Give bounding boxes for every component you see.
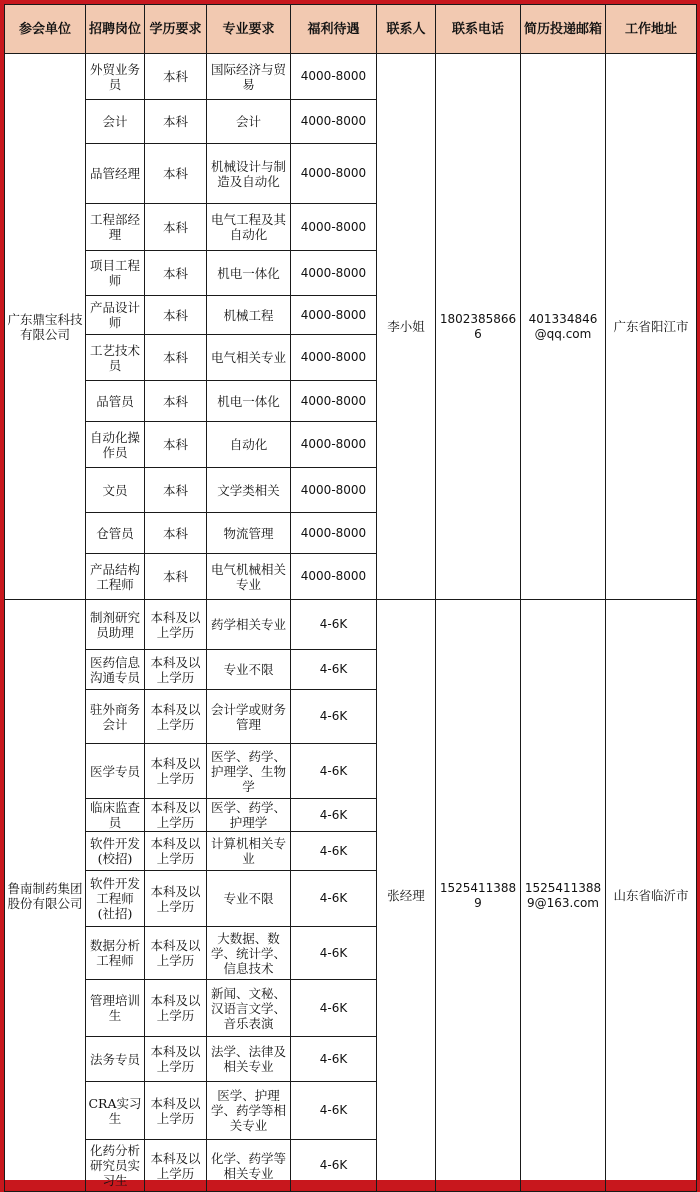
position-cell: 工程部经理 — [86, 204, 145, 251]
education-cell: 本科 — [145, 296, 207, 335]
position-cell: 文员 — [86, 468, 145, 513]
salary-cell: 4000-8000 — [291, 422, 377, 468]
position-cell: 自动化操作员 — [86, 422, 145, 468]
education-cell: 本科及以上学历 — [145, 744, 207, 799]
education-cell: 本科 — [145, 54, 207, 100]
position-cell: 制剂研究员助理 — [86, 600, 145, 650]
salary-cell: 4000-8000 — [291, 144, 377, 204]
header-row — [5, 5, 697, 54]
position-cell: 工艺技术员 — [86, 335, 145, 381]
major-cell: 国际经济与贸易 — [207, 54, 291, 100]
table-row — [5, 54, 697, 100]
position-cell: 会计 — [86, 100, 145, 144]
header-salary: 福利待遇 — [291, 5, 377, 54]
education-cell: 本科及以上学历 — [145, 600, 207, 650]
salary-cell: 4-6K — [291, 1140, 377, 1192]
position-cell: CRA实习生 — [86, 1082, 145, 1140]
salary-cell: 4000-8000 — [291, 100, 377, 144]
header-company: 参会单位 — [5, 5, 86, 54]
salary-cell: 4-6K — [291, 744, 377, 799]
major-cell: 医学、护理学、药学等相关专业 — [207, 1082, 291, 1140]
salary-cell: 4000-8000 — [291, 54, 377, 100]
major-cell: 文学类相关 — [207, 468, 291, 513]
salary-cell: 4-6K — [291, 832, 377, 871]
salary-cell: 4-6K — [291, 871, 377, 927]
header-email: 简历投递邮箱 — [521, 5, 606, 54]
salary-cell: 4000-8000 — [291, 251, 377, 296]
contact-cell: 李小姐 — [377, 54, 436, 600]
education-cell: 本科及以上学历 — [145, 980, 207, 1037]
education-cell: 本科及以上学历 — [145, 927, 207, 980]
position-cell: 品管经理 — [86, 144, 145, 204]
salary-cell: 4-6K — [291, 799, 377, 832]
salary-cell: 4000-8000 — [291, 554, 377, 600]
education-cell: 本科及以上学历 — [145, 871, 207, 927]
salary-cell: 4-6K — [291, 600, 377, 650]
header-address: 工作地址 — [606, 5, 697, 54]
education-cell: 本科及以上学历 — [145, 1140, 207, 1192]
table-header — [5, 5, 697, 54]
major-cell: 计算机相关专业 — [207, 832, 291, 871]
education-cell: 本科 — [145, 204, 207, 251]
major-cell: 机械工程 — [207, 296, 291, 335]
position-cell: 化药分析研究员实习生 — [86, 1140, 145, 1192]
header-major: 专业要求 — [207, 5, 291, 54]
major-cell: 新闻、文秘、汉语言文学、音乐表演 — [207, 980, 291, 1037]
education-cell: 本科及以上学历 — [145, 832, 207, 871]
position-cell: 软件开发工程师(社招) — [86, 871, 145, 927]
major-cell: 大数据、数学、统计学、信息技术 — [207, 927, 291, 980]
major-cell: 机电一体化 — [207, 381, 291, 422]
header-contact: 联系人 — [377, 5, 436, 54]
major-cell: 电气工程及其自动化 — [207, 204, 291, 251]
education-cell: 本科 — [145, 100, 207, 144]
education-cell: 本科及以上学历 — [145, 1037, 207, 1082]
email-cell: 401334846@qq.com — [521, 54, 606, 600]
education-cell: 本科及以上学历 — [145, 650, 207, 690]
header-position: 招聘岗位 — [86, 5, 145, 54]
address-cell: 广东省阳江市 — [606, 54, 697, 600]
position-cell: 项目工程师 — [86, 251, 145, 296]
position-cell: 数据分析工程师 — [86, 927, 145, 980]
position-cell: 临床监查员 — [86, 799, 145, 832]
header-phone: 联系电话 — [436, 5, 521, 54]
salary-cell: 4000-8000 — [291, 513, 377, 554]
major-cell: 会计学或财务管理 — [207, 690, 291, 744]
major-cell: 机电一体化 — [207, 251, 291, 296]
major-cell: 物流管理 — [207, 513, 291, 554]
phone-cell: 15254113889 — [436, 600, 521, 1192]
major-cell: 法学、法律及相关专业 — [207, 1037, 291, 1082]
major-cell: 专业不限 — [207, 871, 291, 927]
position-cell: 医药信息沟通专员 — [86, 650, 145, 690]
education-cell: 本科 — [145, 251, 207, 296]
salary-cell: 4000-8000 — [291, 204, 377, 251]
education-cell: 本科 — [145, 468, 207, 513]
address-cell: 山东省临沂市 — [606, 600, 697, 1192]
position-cell: 品管员 — [86, 381, 145, 422]
job-fair-table — [4, 4, 697, 1192]
company-name: 鲁南制药集团股份有限公司 — [5, 600, 86, 1192]
contact-cell: 张经理 — [377, 600, 436, 1192]
position-cell: 驻外商务会计 — [86, 690, 145, 744]
major-cell: 专业不限 — [207, 650, 291, 690]
table-body — [5, 54, 697, 1192]
salary-cell: 4-6K — [291, 980, 377, 1037]
position-cell: 仓管员 — [86, 513, 145, 554]
position-cell: 产品设计师 — [86, 296, 145, 335]
position-cell: 外贸业务员 — [86, 54, 145, 100]
position-cell: 产品结构工程师 — [86, 554, 145, 600]
major-cell: 医学、药学、护理学、生物学 — [207, 744, 291, 799]
education-cell: 本科及以上学历 — [145, 799, 207, 832]
major-cell: 医学、药学、护理学 — [207, 799, 291, 832]
education-cell: 本科 — [145, 422, 207, 468]
education-cell: 本科 — [145, 554, 207, 600]
education-cell: 本科 — [145, 381, 207, 422]
header-education: 学历要求 — [145, 5, 207, 54]
major-cell: 电气机械相关专业 — [207, 554, 291, 600]
education-cell: 本科及以上学历 — [145, 1082, 207, 1140]
salary-cell: 4-6K — [291, 690, 377, 744]
job-table-frame — [4, 4, 696, 1188]
salary-cell: 4-6K — [291, 1037, 377, 1082]
major-cell: 化学、药学等相关专业 — [207, 1140, 291, 1192]
major-cell: 电气相关专业 — [207, 335, 291, 381]
major-cell: 药学相关专业 — [207, 600, 291, 650]
salary-cell: 4-6K — [291, 1082, 377, 1140]
position-cell: 医学专员 — [86, 744, 145, 799]
salary-cell: 4-6K — [291, 650, 377, 690]
position-cell: 软件开发(校招) — [86, 832, 145, 871]
email-cell: 15254113889@163.com — [521, 600, 606, 1192]
education-cell: 本科 — [145, 335, 207, 381]
table-row — [5, 600, 697, 650]
position-cell: 法务专员 — [86, 1037, 145, 1082]
salary-cell: 4-6K — [291, 927, 377, 980]
salary-cell: 4000-8000 — [291, 335, 377, 381]
salary-cell: 4000-8000 — [291, 296, 377, 335]
salary-cell: 4000-8000 — [291, 468, 377, 513]
major-cell: 会计 — [207, 100, 291, 144]
education-cell: 本科及以上学历 — [145, 690, 207, 744]
salary-cell: 4000-8000 — [291, 381, 377, 422]
phone-cell: 18023858666 — [436, 54, 521, 600]
major-cell: 机械设计与制造及自动化 — [207, 144, 291, 204]
company-name: 广东鼎宝科技有限公司 — [5, 54, 86, 600]
education-cell: 本科 — [145, 513, 207, 554]
major-cell: 自动化 — [207, 422, 291, 468]
position-cell: 管理培训生 — [86, 980, 145, 1037]
education-cell: 本科 — [145, 144, 207, 204]
